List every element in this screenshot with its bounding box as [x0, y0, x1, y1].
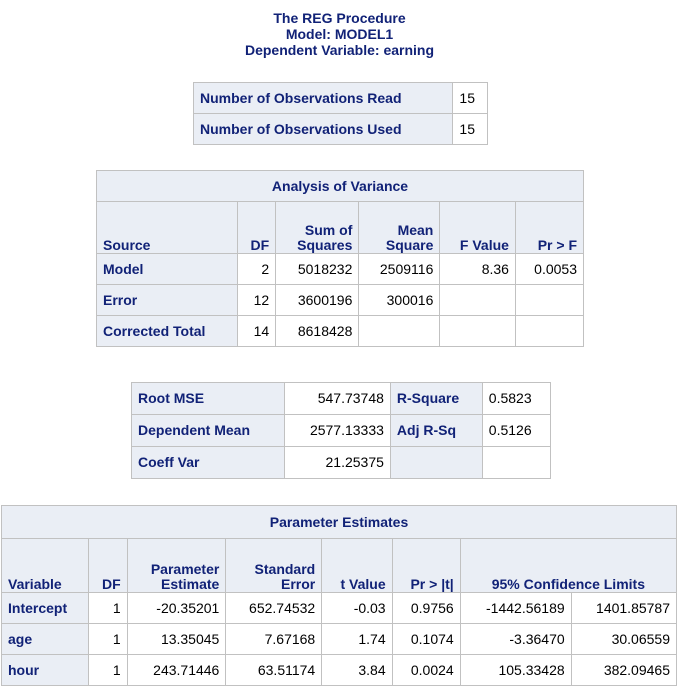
params-header-se: Standard Error: [226, 539, 322, 593]
param-lower: 105.33428: [460, 655, 571, 686]
fit-label: Root MSE: [132, 383, 285, 415]
anova-df: 2: [237, 254, 276, 285]
param-upper: 382.09465: [571, 655, 676, 686]
params-header-t: t Value: [322, 539, 392, 593]
param-se: 63.51174: [226, 655, 322, 686]
fit-label2: Adj R-Sq: [390, 415, 482, 447]
procedure-titles: [0, 10, 679, 58]
params-header-row: [2, 539, 677, 593]
observations-used-value: 15: [453, 114, 488, 145]
fit-value2: 0.5823: [482, 383, 550, 415]
fit-value2: [482, 447, 550, 479]
params-header-variable: Variable: [2, 539, 89, 593]
fit-statistics-table: [131, 382, 551, 479]
anova-ss: 8618428: [276, 316, 359, 347]
anova-caption: Analysis of Variance: [97, 171, 584, 202]
params-header-ci: 95% Confidence Limits: [460, 539, 676, 593]
anova-p: [515, 316, 583, 347]
anova-f: 8.36: [440, 254, 516, 285]
anova-caption-row: [97, 171, 584, 202]
anova-source: Corrected Total: [97, 316, 238, 347]
anova-ms: [359, 316, 440, 347]
param-estimate: 13.35045: [127, 624, 226, 655]
param-variable: Intercept: [2, 593, 89, 624]
anova-df: 12: [237, 285, 276, 316]
fit-value: 2577.13333: [284, 415, 390, 447]
params-header-estimate: Parameter Estimate: [127, 539, 226, 593]
fit-label2: [390, 447, 482, 479]
anova-f: [440, 285, 516, 316]
param-df: 1: [89, 624, 127, 655]
table-row: [132, 383, 551, 415]
anova-p: [515, 285, 583, 316]
table-row: [97, 316, 584, 347]
table-row: [132, 447, 551, 479]
param-lower: -1442.56189: [460, 593, 571, 624]
param-variable: age: [2, 624, 89, 655]
observations-used-row: [194, 114, 488, 145]
observations-read-value: 15: [453, 83, 488, 114]
param-variable: hour: [2, 655, 89, 686]
param-p: 0.9756: [392, 593, 460, 624]
params-header-pr: Pr > |t|: [392, 539, 460, 593]
anova-table: [96, 170, 584, 347]
anova-df: 14: [237, 316, 276, 347]
params-header-df: DF: [89, 539, 127, 593]
anova-header-ms: Mean Square: [359, 202, 440, 254]
anova-source: Error: [97, 285, 238, 316]
param-upper: 1401.85787: [571, 593, 676, 624]
fit-label: Dependent Mean: [132, 415, 285, 447]
params-caption-row: [2, 506, 677, 539]
table-row: [2, 655, 677, 686]
parameter-estimates-table: [1, 505, 677, 686]
anova-ss: 5018232: [276, 254, 359, 285]
anova-source: Model: [97, 254, 238, 285]
param-upper: 30.06559: [571, 624, 676, 655]
observations-table: [193, 82, 488, 145]
table-row: [97, 285, 584, 316]
anova-ss: 3600196: [276, 285, 359, 316]
table-row: [2, 624, 677, 655]
anova-header-ss: Sum of Squares: [276, 202, 359, 254]
fit-label2: R-Square: [390, 383, 482, 415]
param-se: 652.74532: [226, 593, 322, 624]
table-row: [132, 415, 551, 447]
anova-header-source: Source: [97, 202, 238, 254]
param-df: 1: [89, 655, 127, 686]
param-lower: -3.36470: [460, 624, 571, 655]
procedure-title: The REG Procedure: [273, 10, 406, 26]
observations-read-row: [194, 83, 488, 114]
anova-header-row: [97, 202, 584, 254]
anova-f: [440, 316, 516, 347]
table-row: [97, 254, 584, 285]
param-p: 0.1074: [392, 624, 460, 655]
anova-p: 0.0053: [515, 254, 583, 285]
param-estimate: -20.35201: [127, 593, 226, 624]
observations-used-label: Number of Observations Used: [194, 114, 453, 145]
params-caption: Parameter Estimates: [2, 506, 677, 539]
fit-label: Coeff Var: [132, 447, 285, 479]
fit-value2: 0.5126: [482, 415, 550, 447]
param-t: 1.74: [322, 624, 392, 655]
anova-ms: 2509116: [359, 254, 440, 285]
param-t: -0.03: [322, 593, 392, 624]
dependent-variable-title: Dependent Variable: earning: [244, 42, 435, 58]
observations-read-label: Number of Observations Read: [194, 83, 453, 114]
anova-header-pr: Pr > F: [515, 202, 583, 254]
anova-header-df: DF: [237, 202, 276, 254]
param-estimate: 243.71446: [127, 655, 226, 686]
param-se: 7.67168: [226, 624, 322, 655]
table-row: [2, 593, 677, 624]
param-t: 3.84: [322, 655, 392, 686]
fit-value: 547.73748: [284, 383, 390, 415]
anova-ms: 300016: [359, 285, 440, 316]
anova-header-f: F Value: [440, 202, 516, 254]
param-p: 0.0024: [392, 655, 460, 686]
param-df: 1: [89, 593, 127, 624]
model-title: Model: MODEL1: [285, 26, 394, 42]
fit-value: 21.25375: [284, 447, 390, 479]
